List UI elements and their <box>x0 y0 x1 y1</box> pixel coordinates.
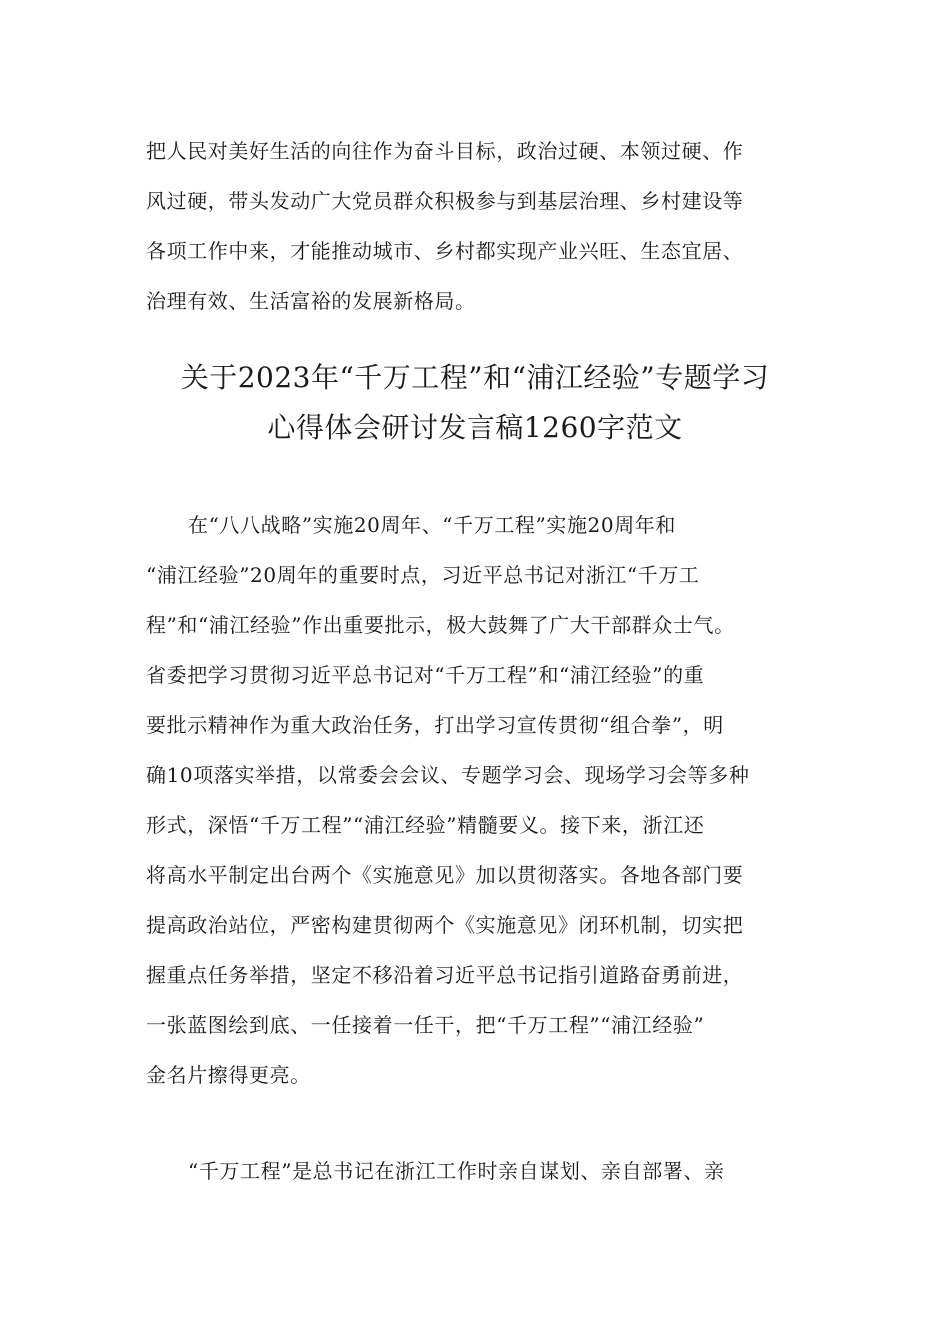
text-line: 要批示精神作为重大政治任务，打出学习宣传贯彻“组合拳”，明 <box>146 713 724 737</box>
text-line: 各项工作中来，才能推动城市、乡村都实现产业兴旺、生态宜居、 <box>146 239 744 263</box>
text-line: 治理有效、生活富裕的发展新格局。 <box>146 289 476 313</box>
text-line: 一张蓝图绘到底、一任接着一任干，把“千万工程”“浦江经验” <box>146 1013 705 1037</box>
intro-paragraph <box>146 136 810 316</box>
text-line: 将高水平制定出台两个《实施意见》加以贯彻落实。各地各部门要 <box>146 863 744 887</box>
text-line: 形式，深悟“千万工程”“浦江经验”精髓要义。接下来，浙江还 <box>146 813 705 837</box>
text-line: 程”和“浦江经验”作出重要批示，极大鼓舞了广大干部群众士气。 <box>146 613 735 637</box>
body-paragraph-1 <box>146 510 810 1100</box>
title-line-2: 心得体会研讨发言稿1260字范文 <box>267 411 683 444</box>
text-line: 省委把学习贯彻习近平总书记对“千万工程”和“浦江经验”的重 <box>146 663 705 687</box>
text-line: 把人民对美好生活的向往作为奋斗目标，政治过硬、本领过硬、作 <box>146 139 744 163</box>
body-paragraph-2 <box>146 1156 810 1186</box>
text-line: 握重点任务举措，坚定不移沿着习近平总书记指引道路奋勇前进， <box>146 963 744 987</box>
text-line: 风过硬，带头发动广大党员群众积极参与到基层治理、乡村建设等 <box>146 189 744 213</box>
text-line: 在“八八战略”实施20周年、“千万工程”实施20周年和 <box>188 513 676 537</box>
text-line: 确10项落实举措，以常委会会议、专题学习会、现场学习会等多种 <box>146 763 750 787</box>
text-line: 金名片擦得更亮。 <box>146 1063 311 1087</box>
text-line: “浦江经验”20周年的重要时点，习近平总书记对浙江“千万工 <box>146 563 700 587</box>
text-line: 提高政治站位，严密构建贯彻两个《实施意见》闭环机制，切实把 <box>146 913 744 937</box>
title-line-1: 关于2023年“千万工程”和“浦江经验”专题学习 <box>180 361 770 394</box>
text-line: “千万工程”是总书记在浙江工作时亲自谋划、亲自部署、亲 <box>188 1159 725 1183</box>
